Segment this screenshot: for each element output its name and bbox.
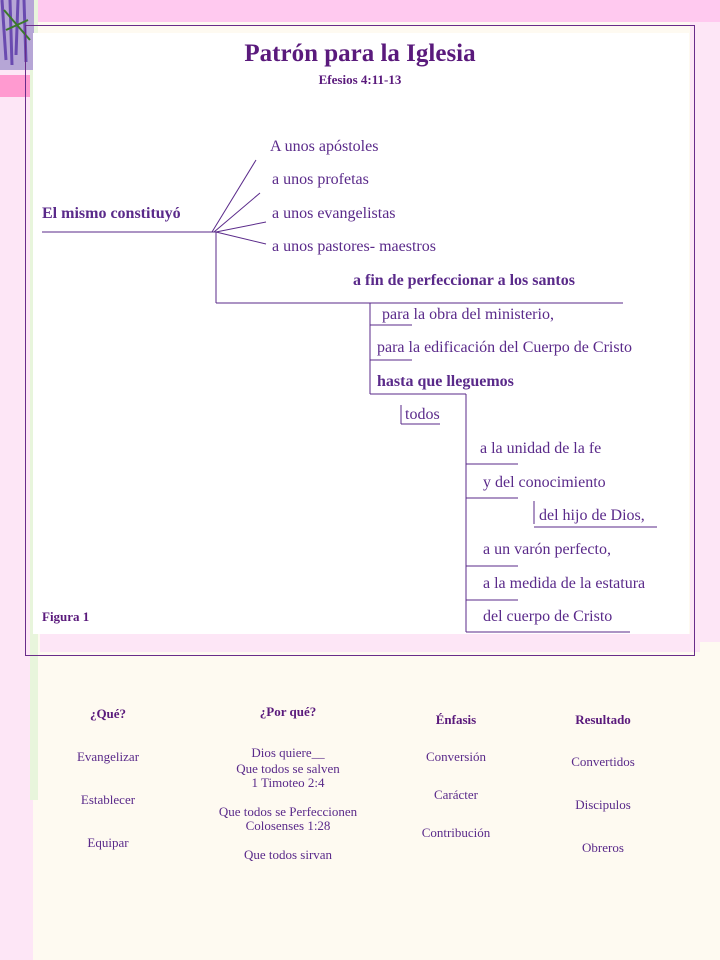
col-enfasis-item-1: Conversión (426, 749, 486, 764)
col-resultado-item-3: Obreros (582, 840, 624, 855)
col-resultado-item-1: Convertidos (571, 754, 635, 769)
purpose-ministry: para la obra del ministerio, (382, 306, 554, 323)
col-que-heading: ¿Qué? (89, 706, 127, 721)
fan-line-1 (212, 160, 256, 232)
fan-line-4 (216, 232, 266, 244)
col-que-item-3: Equipar (87, 835, 129, 850)
gift-prophets: a unos profetas (272, 171, 369, 188)
col-enfasis-item-3: Contribución (421, 825, 491, 840)
goal-body-of-christ: del cuerpo de Cristo (483, 608, 613, 625)
col-porque-heading: ¿Por qué? (259, 704, 317, 719)
col-enfasis-heading: Énfasis (435, 712, 477, 727)
col-que-item-2: Establecer (80, 792, 136, 807)
col-resultado-item-2: Discipulos (575, 797, 631, 812)
gift-pastors: a unos pastores- maestros (272, 238, 436, 255)
goal-perfect-man: a un varón perfecto, (483, 541, 611, 558)
col-porque-item-1: Dios quiere__ (251, 745, 325, 760)
col-porque-item-2: Que todos se salven (236, 761, 340, 776)
purpose-label: a fin de perfeccionar a los santos (353, 272, 575, 289)
col-porque-item-3: 1 Timoteo 2:4 (251, 775, 325, 790)
page-subtitle: Efesios 4:11-13 (318, 72, 402, 87)
goal-unity: a la unidad de la fe (480, 440, 602, 457)
goal-knowledge: y del conocimiento (483, 474, 606, 491)
root-label: El mismo constituyó (42, 205, 181, 222)
fan-line-2 (214, 193, 260, 232)
col-que-item-1: Evangelizar (76, 749, 140, 764)
figure-label: Figura 1 (42, 609, 90, 624)
col-enfasis-item-2: Carácter (433, 787, 479, 802)
goal-son-of-god: del hijo de Dios, (539, 507, 645, 524)
col-porque-item-6: Que todos sirvan (243, 847, 333, 862)
purpose-edification: para la edificación del Cuerpo de Cristo (377, 339, 633, 356)
all-label: todos (405, 406, 440, 423)
gift-apostles: A unos apóstoles (270, 138, 379, 155)
until-label: hasta que lleguemos (377, 373, 514, 390)
goal-measure: a la medida de la estatura (483, 575, 646, 592)
col-porque-item-4: Que todos se Perfeccionen (218, 804, 358, 819)
page-title: Patrón para la Iglesia (244, 40, 476, 67)
col-porque-item-5: Colosenses 1:28 (245, 818, 331, 833)
col-resultado-heading: Resultado (575, 712, 631, 727)
gift-evangelists: a unos evangelistas (272, 205, 396, 222)
